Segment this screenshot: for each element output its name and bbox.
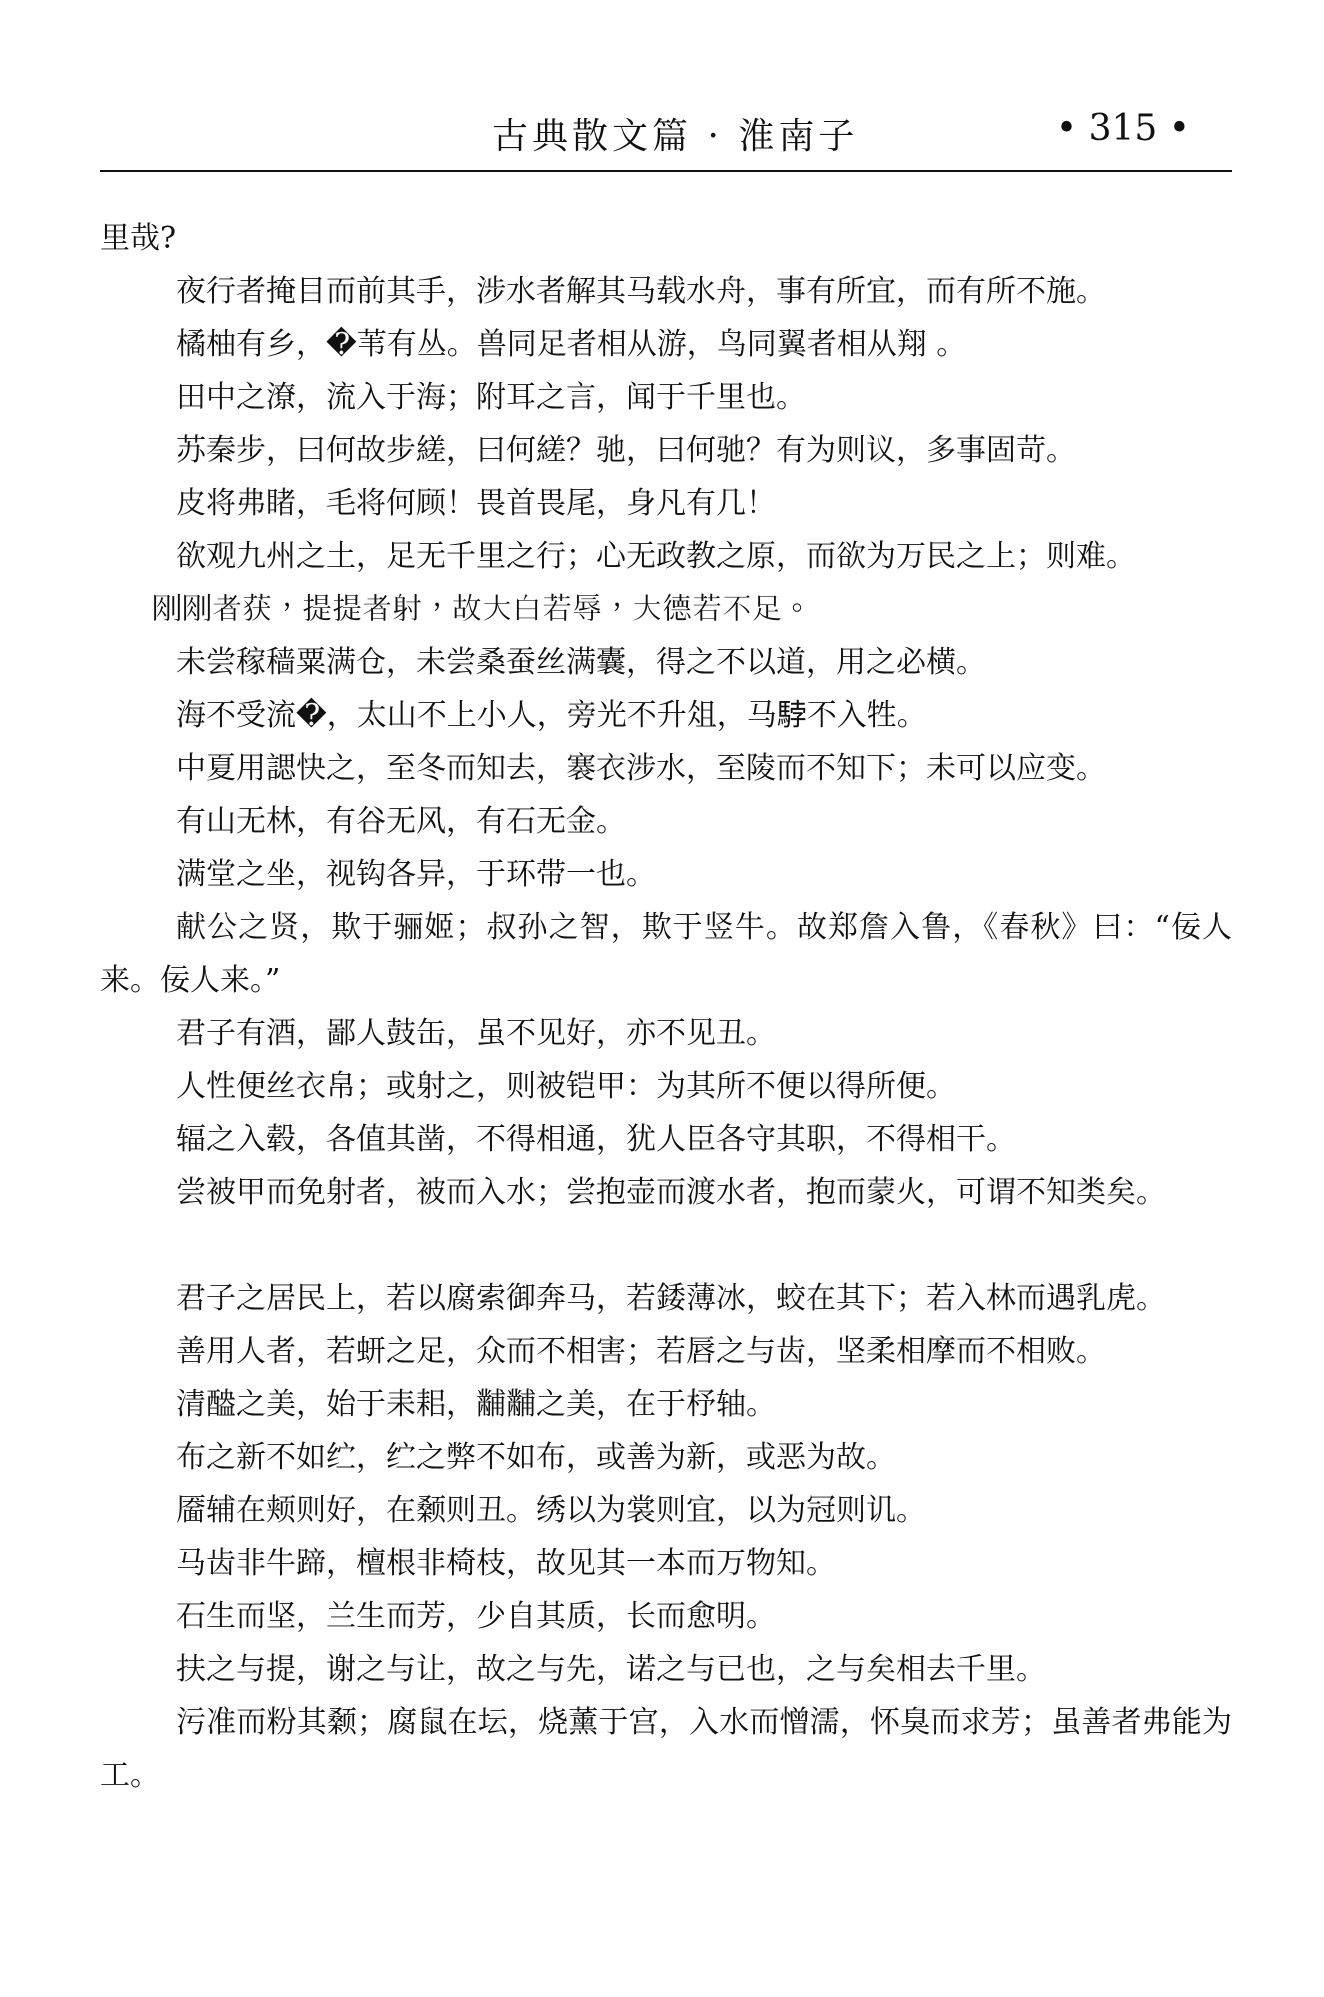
header-rule (100, 170, 1232, 172)
paragraph: 扶之与提，谢之与让，故之与先，诺之与已也，之与矣相去千里。 (176, 1652, 1046, 1687)
paragraph: 辐之入毂，各值其凿，不得相通，犹人臣各守其职，不得相干。 (176, 1122, 1016, 1157)
paragraph: 人性便丝衣帛；或射之，则被铠甲：为其所不便以得所便。 (176, 1069, 956, 1104)
paragraph: 未尝稼穑粟满仓，未尝桑蚕丝满囊，得之不以道，用之必横。 (176, 645, 986, 680)
paragraph: 夜行者掩目而前其手，涉水者解其马载水舟，事有所宜，而有所不施。 (176, 274, 1106, 309)
paragraph: 靥辅在颊则好，在颡则丑。绣以为裳则宜，以为冠则讥。 (176, 1493, 926, 1528)
paragraph: 中夏用諰快之，至冬而知去，褰衣涉水，至陵而不知下；未可以应变。 (176, 751, 1106, 786)
paragraph: 马齿非牛蹄，檀根非椅枝，故见其一本而万物知。 (176, 1546, 836, 1581)
running-head (100, 108, 1232, 168)
body-text (100, 212, 1232, 1802)
paragraph: 石生而坚，兰生而芳，少自其质，长而愈明。 (176, 1599, 776, 1634)
paragraph: 皮将弗睹，毛将何顾！畏首畏尾，身凡有几！ (176, 486, 776, 521)
paragraph: 里哉? (100, 221, 177, 256)
paragraph: 欲观九州之土，足无千里之行；心无政教之原，而欲为万民之上；则难。 (176, 539, 1136, 574)
paragraph: 海不受流�，太山不上小人，旁光不升俎，马𩣡不入牲。 (176, 698, 927, 733)
paragraph: 善用人者，若蚈之足，众而不相害；若唇之与齿，坚柔相摩而不相败。 (176, 1334, 1106, 1369)
paragraph: 污准而粉其颡；腐鼠在坛，烧薰于宫，入水而憎濡，怀臭而求芳；虽善者弗能为工。 (100, 1705, 1232, 1793)
section-gap (100, 1219, 1232, 1272)
paragraph: 清醠之美，始于耒耜，黼黼之美，在于杼轴。 (176, 1387, 776, 1422)
page-number: • 315 • (1055, 108, 1190, 149)
paragraph: 田中之潦，流入于海；附耳之言，闻于千里也。 (176, 380, 806, 415)
paragraph: 君子有酒，鄙人鼓缶，虽不见好，亦不见丑。 (176, 1016, 776, 1051)
paragraph: 苏秦步，曰何故步縒，曰何縒？驰，曰何驰？有为则议，多事固苛。 (176, 433, 1076, 468)
running-head-title: 古典散文篇 · 淮南子 (492, 116, 859, 157)
paragraph: 献公之贤，欺于骊姬；叔孙之智，欺于竖牛。故郑詹入鲁，《春秋》曰：“佞人来。佞人来。” (100, 910, 1232, 998)
paragraph: 𠛧𠛧者获，提提者射，故大白若辱，大德若不足。 (152, 592, 812, 627)
paragraph: 满堂之坐，视钩各异，于环带一也。 (176, 857, 656, 892)
paragraph: 橘柚有乡，�苇有丛。兽同足者相从游，鸟同翼者相从翔 。 (176, 327, 967, 362)
paragraph: 君子之居民上，若以腐索御奔马，若錗薄冰，蛟在其下；若入林而遇乳虎。 (176, 1281, 1166, 1316)
paragraph: 有山无林，有谷无风，有石无金。 (176, 804, 626, 839)
paragraph: 布之新不如纻，纻之弊不如布，或善为新，或恶为故。 (176, 1440, 896, 1475)
paragraph: 尝被甲而免射者，被而入水；尝抱壶而渡水者，抱而蒙火，可谓不知类矣。 (176, 1175, 1166, 1210)
